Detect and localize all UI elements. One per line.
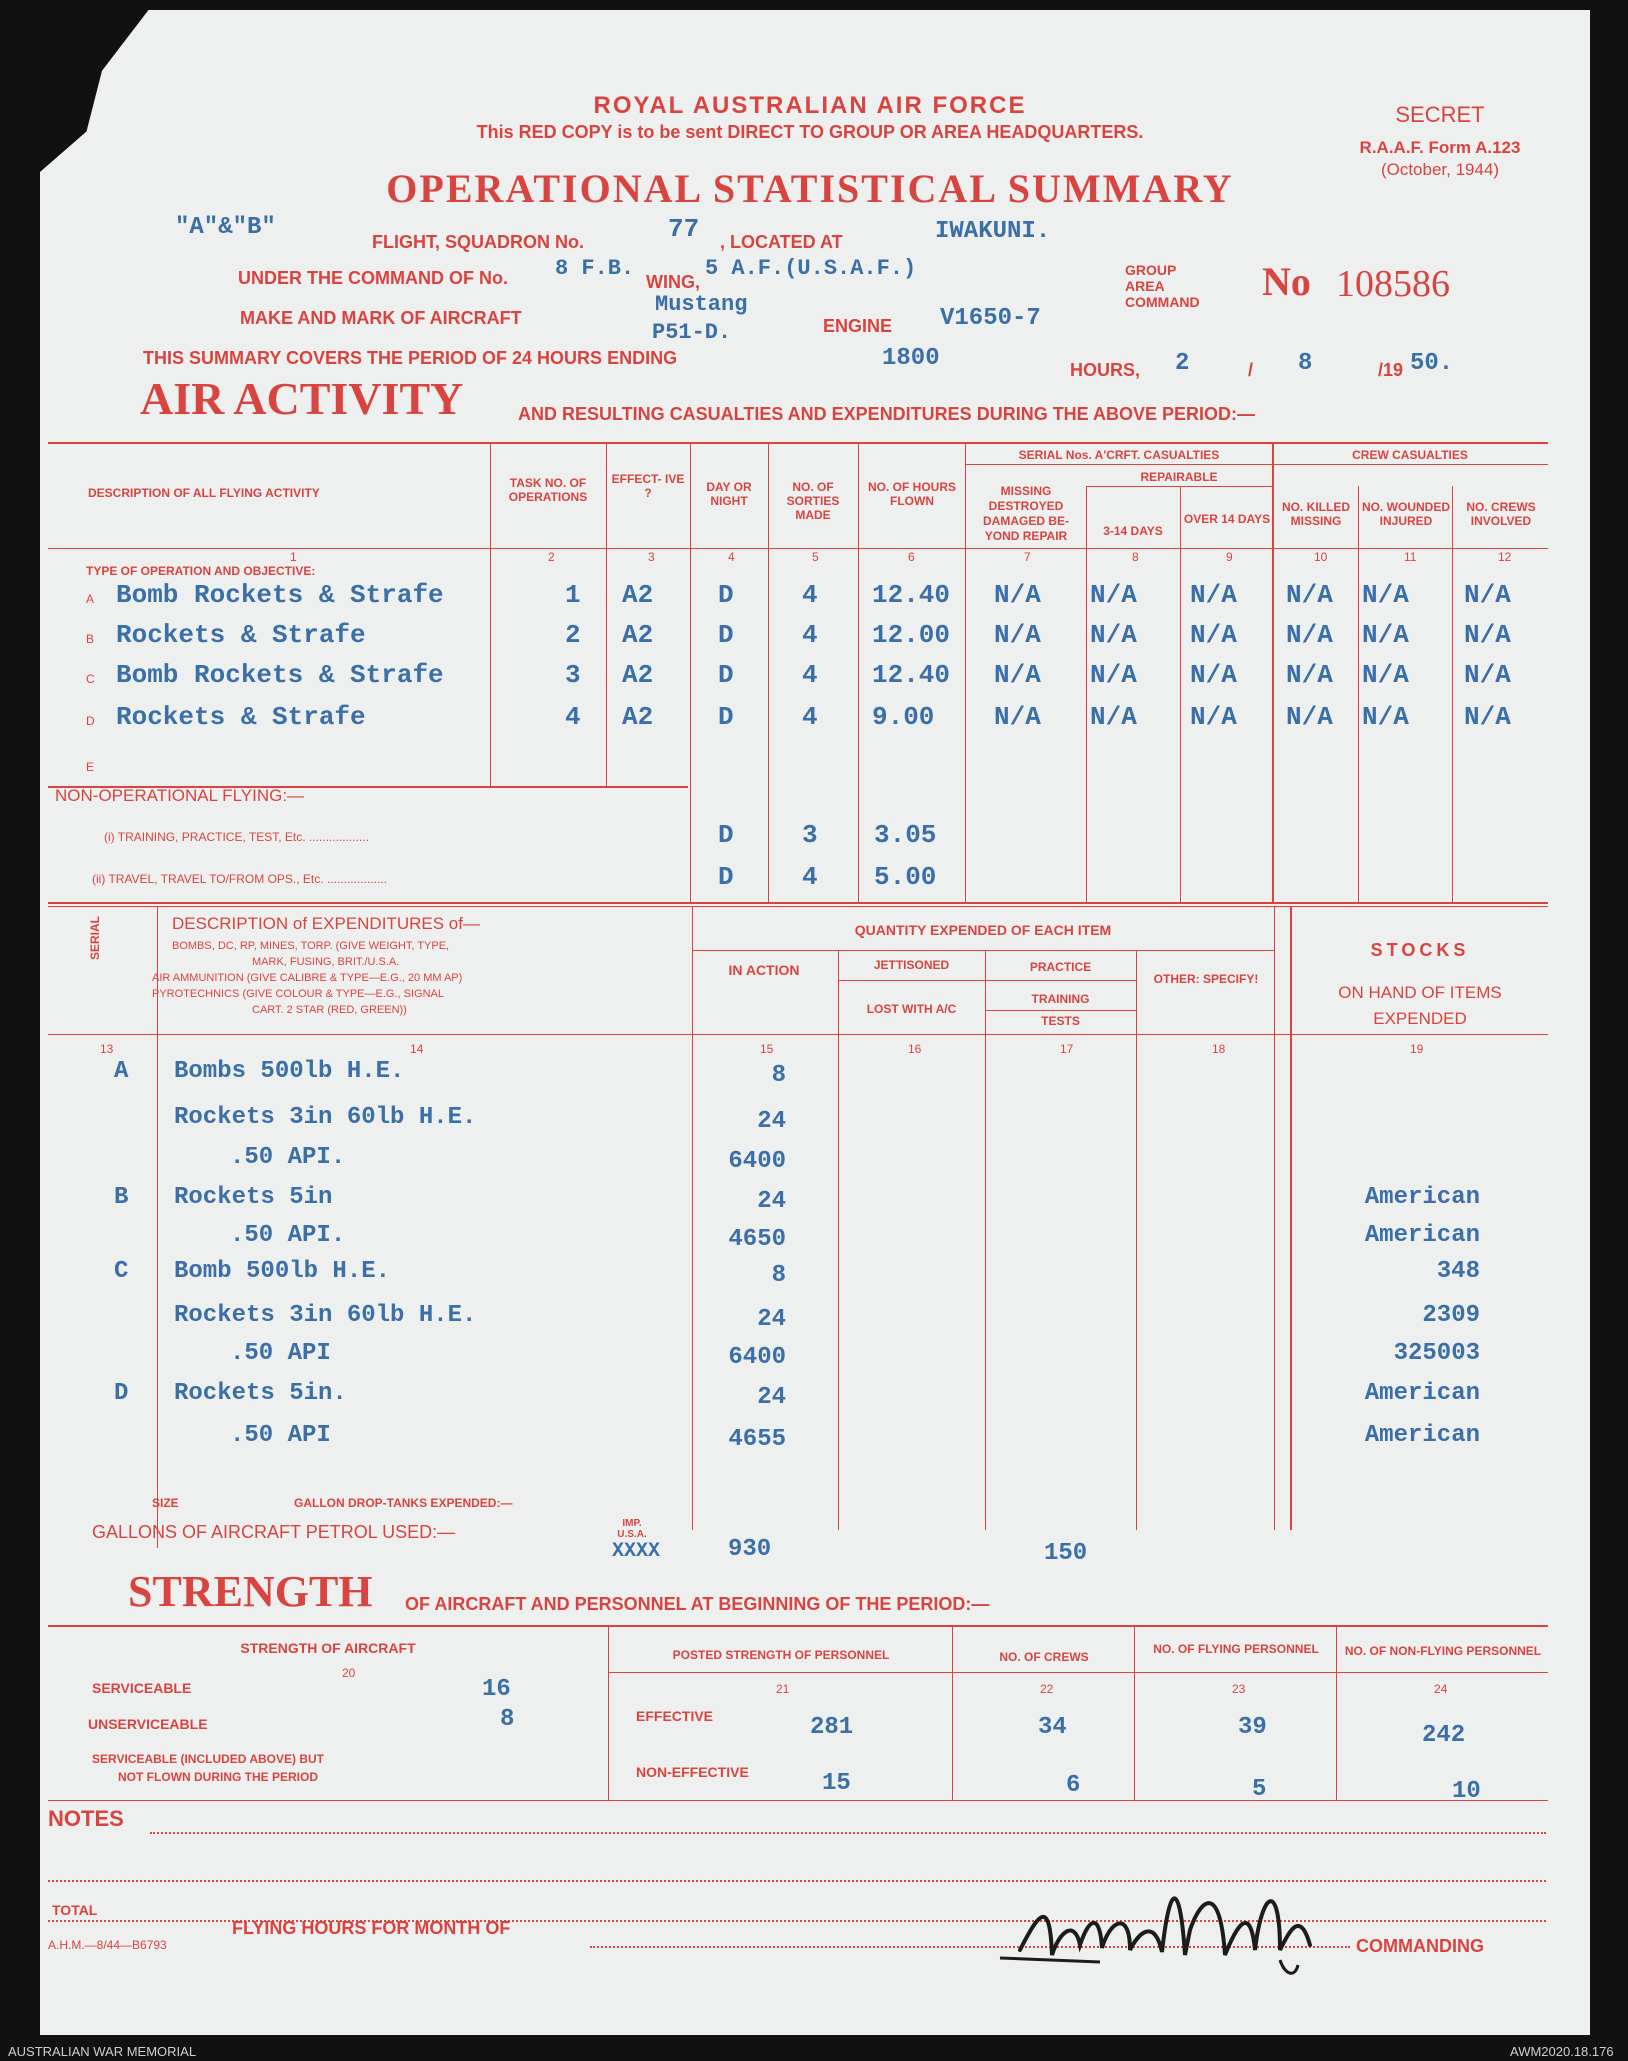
column-number: 19: [1410, 1042, 1424, 1056]
noneffective-value: 15: [822, 1770, 851, 1797]
crews-involved: N/A: [1464, 702, 1511, 732]
expenditure-item: .50 API.: [230, 1144, 346, 1171]
expenditure-item: Rockets 5in.: [174, 1380, 347, 1407]
area-label: AREA: [1125, 278, 1165, 294]
notes-label: NOTES: [48, 1806, 124, 1831]
sorties-made: 4: [802, 580, 818, 610]
located-label: , LOCATED AT: [720, 232, 843, 252]
expenditure-in-action: 24: [757, 1108, 786, 1135]
droptanks-label: GALLON DROP-TANKS EXPENDED:—: [294, 1496, 513, 1510]
nonop-day-night: D: [718, 820, 734, 850]
row-letter: B: [86, 632, 95, 646]
sorties-made: 4: [802, 702, 818, 732]
form-date: (October, 1944): [1380, 160, 1500, 179]
secret-label: SECRET: [1395, 102, 1485, 127]
flight-label: FLIGHT, SQUADRON No.: [372, 232, 584, 252]
expenditure-stock: American: [1364, 1222, 1480, 1249]
wounded-injured: N/A: [1362, 702, 1409, 732]
expenditure-in-action: 4655: [728, 1426, 786, 1453]
strength-subheading: OF AIRCRAFT AND PERSONNEL AT BEGINNING OF THE PERIOD:—: [405, 1594, 990, 1614]
nonop-row-label: (i) TRAINING, PRACTICE, TEST, Etc. ..................: [104, 830, 369, 844]
not-flown-label-2: NOT FLOWN DURING THE PERIOD: [118, 1770, 318, 1784]
day-value: 2: [1175, 350, 1190, 377]
nonop-hours: 3.05: [874, 820, 937, 850]
col-missing-header: MISSING DESTROYED DAMAGED BE- YOND REPAIR: [983, 484, 1069, 543]
expenditure-stock: 348: [1436, 1258, 1480, 1285]
column-number: 23: [1232, 1682, 1246, 1696]
nonflying-effective-value: 242: [1422, 1722, 1466, 1749]
col-killed-header: NO. KILLED MISSING: [1282, 500, 1350, 528]
petrol-practice: 150: [1044, 1540, 1088, 1567]
column-number: 1: [290, 550, 297, 564]
tests-header: TESTS: [1041, 1014, 1080, 1028]
engine-value: V1650-7: [940, 305, 1041, 332]
stocks-header: STOCKS: [1370, 940, 1470, 960]
column-number: 16: [908, 1042, 922, 1056]
expenditure-in-action: 24: [757, 1188, 786, 1215]
aircraft-strength-title: STRENGTH OF AIRCRAFT: [240, 1640, 416, 1656]
killed-missing: N/A: [1286, 580, 1333, 610]
column-number: 4: [728, 550, 735, 564]
year-prefix: /19: [1378, 360, 1404, 380]
operation-description: Bomb Rockets & Strafe: [116, 580, 444, 610]
quantity-expended-title: QUANTITY EXPENDED OF EACH ITEM: [854, 922, 1112, 938]
group-label: GROUP: [1125, 262, 1177, 278]
org-name: ROYAL AUSTRALIAN AIR FORCE: [593, 92, 1027, 119]
operation-description: Rockets & Strafe: [116, 620, 366, 650]
operation-description: Rockets & Strafe: [116, 702, 366, 732]
expenditure-in-action: 6400: [728, 1344, 786, 1371]
col-sorties-header: NO. OF SORTIES MADE: [786, 480, 840, 522]
hours-flown: 12.40: [872, 580, 951, 610]
aircraft-label: MAKE AND MARK OF AIRCRAFT: [240, 308, 522, 328]
effective-code: A2: [622, 702, 654, 732]
hours-label: HOURS,: [1070, 360, 1141, 380]
column-number: 22: [1040, 1682, 1054, 1696]
lost-header: LOST WITH A/C: [866, 1002, 957, 1016]
petrol-in-action: 930: [728, 1536, 772, 1563]
expenditure-desc-line: MARK, FUSING, BRIT./U.S.A.: [252, 956, 400, 968]
effective-code: A2: [622, 620, 654, 650]
nonop-row-label: (ii) TRAVEL, TRAVEL TO/FROM OPS., Etc. ..................: [92, 872, 387, 886]
effective-code: A2: [622, 580, 654, 610]
col-task-header: TASK NO. OF OPERATIONS: [508, 476, 588, 504]
expenditure-item: Rockets 3in 60lb H.E.: [174, 1104, 477, 1131]
expenditure-serial: D: [114, 1380, 129, 1407]
wing-value: 5 A.F.(U.S.A.F.): [705, 256, 917, 281]
column-number: 8: [1132, 550, 1139, 564]
row-letter: E: [86, 760, 95, 774]
print-code: A.H.M.—8/44—B6793: [48, 1938, 167, 1952]
serviceable-value: 16: [482, 1676, 511, 1703]
form-number: R.A.A.F. Form A.123: [1359, 138, 1521, 157]
wounded-injured: N/A: [1362, 660, 1409, 690]
expenditures-desc-title: DESCRIPTION of EXPENDITURES of—: [172, 914, 480, 933]
expenditure-in-action: 8: [771, 1062, 786, 1089]
expenditure-item: .50 API.: [230, 1222, 346, 1249]
column-number: 5: [812, 550, 819, 564]
crews-effective-value: 34: [1038, 1714, 1067, 1741]
serviceable-label: SERVICEABLE: [92, 1680, 192, 1696]
expenditure-item: .50 API: [230, 1422, 331, 1449]
expenditure-desc-line: PYROTECHNICS (GIVE COLOUR & TYPE—E.G., SIGNAL: [152, 988, 444, 1000]
repairable-over-14: N/A: [1190, 660, 1237, 690]
repairable-header: REPAIRABLE: [1140, 470, 1218, 484]
command-label: UNDER THE COMMAND OF No.: [238, 268, 508, 288]
period-label: THIS SUMMARY COVERS THE PERIOD OF 24 HOURS ENDING: [143, 348, 678, 368]
form-title: OPERATIONAL STATISTICAL SUMMARY: [386, 166, 1234, 211]
missing-destroyed: N/A: [994, 580, 1041, 610]
repairable-over-14: N/A: [1190, 620, 1237, 650]
col-desc-header: DESCRIPTION OF ALL FLYING ACTIVITY: [88, 486, 320, 500]
nonflying-personnel-title: NO. OF NON-FLYING PERSONNEL: [1344, 1644, 1542, 1658]
column-number: 3: [648, 550, 655, 564]
engine-label: ENGINE: [823, 316, 893, 336]
col-314-header: 3-14 DAYS: [1103, 524, 1163, 538]
month-value: 8: [1298, 350, 1313, 377]
nonop-hours: 5.00: [874, 862, 937, 892]
crews-title: NO. OF CREWS: [999, 1650, 1089, 1664]
row-letter: C: [86, 672, 95, 686]
expenditure-in-action: 8: [771, 1262, 786, 1289]
flying-noneffective-value: 5: [1252, 1776, 1267, 1803]
expenditure-serial: C: [114, 1258, 129, 1285]
commanding-label: COMMANDING: [1356, 1936, 1484, 1956]
nonop-label: NON-OPERATIONAL FLYING:—: [55, 786, 305, 805]
flying-hours-label: FLYING HOURS FOR MONTH OF: [232, 1918, 511, 1938]
expenditure-desc-line: BOMBS, DC, RP, MINES, TORP. (GIVE WEIGHT, TYPE,: [172, 940, 450, 952]
expenditure-serial: A: [114, 1058, 129, 1085]
column-number: 20: [342, 1666, 356, 1680]
expenditure-in-action: 4650: [728, 1226, 786, 1253]
col-hours-header: NO. OF HOURS FLOWN: [867, 480, 956, 508]
col-effective-header: EFFECT- IVE ?: [611, 472, 685, 500]
repairable-3-14: N/A: [1090, 580, 1137, 610]
day-night: D: [718, 620, 734, 650]
expenditure-item: .50 API: [230, 1340, 331, 1367]
other-header: OTHER: SPECIFY!: [1153, 972, 1259, 986]
effective-label: EFFECTIVE: [636, 1708, 714, 1724]
petrol-units: IMP. U.S.A.: [617, 1518, 647, 1540]
effective-code: A2: [622, 660, 654, 690]
expenditure-stock: American: [1364, 1380, 1480, 1407]
expenditure-in-action: 6400: [728, 1148, 786, 1175]
crews-involved: N/A: [1464, 660, 1511, 690]
air-activity-subheading: AND RESULTING CASUALTIES AND EXPENDITURES DURING THE ABOVE PERIOD:—: [518, 404, 1256, 424]
hours-flown: 12.00: [872, 620, 951, 650]
serial-number-label: No: [1262, 259, 1311, 304]
expenditure-item: Rockets 5in: [174, 1184, 333, 1211]
aircraft-casualties-header: SERIAL Nos. A'CRFT. CASUALTIES: [1018, 448, 1220, 462]
missing-destroyed: N/A: [994, 702, 1041, 732]
training-header: TRAINING: [1031, 992, 1090, 1006]
day-night: D: [718, 660, 734, 690]
killed-missing: N/A: [1286, 702, 1333, 732]
command-area-label: COMMAND: [1125, 294, 1200, 310]
type-of-operation-label: TYPE OF OPERATION AND OBJECTIVE:: [86, 564, 316, 578]
column-number: 12: [1498, 550, 1512, 564]
task-number: 1: [565, 580, 581, 610]
serial-number: 108586: [1336, 263, 1450, 305]
row-letter: D: [86, 714, 95, 728]
expenditure-desc-line: CART. 2 STAR (RED, GREEN)): [252, 1004, 407, 1016]
column-number: 24: [1434, 1682, 1448, 1696]
command-value: 8 F.B.: [555, 256, 635, 281]
located-value: IWAKUNI.: [935, 218, 1051, 245]
archive-credit: AUSTRALIAN WAR MEMORIAL: [8, 2044, 197, 2059]
wounded-injured: N/A: [1362, 580, 1409, 610]
task-number: 3: [565, 660, 581, 690]
expenditure-item: Bomb 500lb H.E.: [174, 1258, 391, 1285]
col-day-header: DAY OR NIGHT: [706, 480, 752, 508]
personnel-strength-title: POSTED STRENGTH OF PERSONNEL: [672, 1648, 890, 1662]
flying-effective-value: 39: [1238, 1714, 1267, 1741]
stocks-subheader: ON HAND OF ITEMS EXPENDED: [1338, 983, 1502, 1028]
in-action-header: IN ACTION: [728, 962, 800, 978]
sorties-made: 4: [802, 620, 818, 650]
nonop-sorties: 3: [802, 820, 818, 850]
killed-missing: N/A: [1286, 660, 1333, 690]
expenditure-item: Bombs 500lb H.E.: [174, 1058, 405, 1085]
col-over14-header: OVER 14 DAYS: [1183, 512, 1271, 526]
expenditure-in-action: 24: [757, 1306, 786, 1333]
expenditure-stock: 2309: [1422, 1302, 1480, 1329]
sorties-made: 4: [802, 660, 818, 690]
strength-heading: STRENGTH: [128, 1567, 373, 1616]
column-number: 17: [1060, 1042, 1074, 1056]
petrol-struck: XXXX: [612, 1540, 661, 1563]
jettisoned-header: JETTISONED: [873, 958, 950, 972]
total-label: TOTAL: [52, 1902, 98, 1918]
repairable-over-14: N/A: [1190, 580, 1237, 610]
repairable-3-14: N/A: [1090, 620, 1137, 650]
unserviceable-label: UNSERVICEABLE: [88, 1716, 208, 1732]
column-number: 2: [548, 550, 555, 564]
nonop-sorties: 4: [802, 862, 818, 892]
aircraft-mark: P51-D.: [652, 320, 732, 345]
nonop-day-night: D: [718, 862, 734, 892]
column-number: 10: [1314, 550, 1328, 564]
flying-personnel-title: NO. OF FLYING PERSONNEL: [1153, 1642, 1319, 1656]
wounded-injured: N/A: [1362, 620, 1409, 650]
row-letter: A: [86, 592, 95, 606]
hours-flown: 9.00: [872, 702, 935, 732]
size-label: SIZE: [152, 1496, 179, 1510]
repairable-3-14: N/A: [1090, 660, 1137, 690]
aircraft-make: Mustang: [655, 292, 748, 317]
expenditure-stock: 325003: [1393, 1340, 1480, 1367]
petrol-label: GALLONS OF AIRCRAFT PETROL USED:—: [92, 1522, 456, 1542]
column-number: 15: [760, 1042, 774, 1056]
operation-description: Bomb Rockets & Strafe: [116, 660, 444, 690]
expenditure-in-action: 24: [757, 1384, 786, 1411]
not-flown-label-1: SERVICEABLE (INCLUDED ABOVE) BUT: [92, 1752, 325, 1766]
nonflying-noneffective-value: 10: [1452, 1778, 1481, 1805]
col-wounded-header: NO. WOUNDED INJURED: [1362, 500, 1450, 528]
repairable-over-14: N/A: [1190, 702, 1237, 732]
hours-flown: 12.40: [872, 660, 951, 690]
missing-destroyed: N/A: [994, 620, 1041, 650]
crew-casualties-header: CREW CASUALTIES: [1352, 448, 1468, 462]
unserviceable-value: 8: [500, 1706, 515, 1733]
effective-value: 281: [810, 1714, 854, 1741]
column-number: 9: [1226, 550, 1233, 564]
expenditure-serial: B: [114, 1184, 129, 1211]
day-night: D: [718, 702, 734, 732]
column-number: 14: [410, 1042, 424, 1056]
air-activity-heading: AIR ACTIVITY: [140, 373, 464, 424]
expenditure-stock: American: [1364, 1184, 1480, 1211]
expenditure-desc-line: AIR AMMUNITION (GIVE CALIBRE & TYPE—E.G., 20 MM AP): [152, 972, 463, 984]
year-value: 50.: [1410, 350, 1454, 377]
repairable-3-14: N/A: [1090, 702, 1137, 732]
expenditure-stock: American: [1364, 1422, 1480, 1449]
column-number: 18: [1212, 1042, 1226, 1056]
crews-noneffective-value: 6: [1066, 1772, 1081, 1799]
commanding-officer-signature: [980, 1860, 1350, 1980]
copy-note: This RED COPY is to be sent DIRECT TO GROUP OR AREA HEADQUARTERS.: [476, 122, 1144, 142]
squadron-value: 77: [668, 214, 700, 244]
task-number: 2: [565, 620, 581, 650]
col-crews-header: NO. CREWS INVOLVED: [1466, 500, 1536, 528]
noneffective-label: NON-EFFECTIVE: [636, 1764, 749, 1780]
serial-col-header: SERIAL: [88, 915, 102, 960]
column-number: 13: [100, 1042, 114, 1056]
archive-id: AWM2020.18.176: [1510, 2044, 1614, 2059]
crews-involved: N/A: [1464, 580, 1511, 610]
killed-missing: N/A: [1286, 620, 1333, 650]
column-number: 21: [776, 1682, 790, 1696]
day-night: D: [718, 580, 734, 610]
task-number: 4: [565, 702, 581, 732]
column-number: 7: [1024, 550, 1031, 564]
column-number: 6: [908, 550, 915, 564]
expenditure-item: Rockets 3in 60lb H.E.: [174, 1302, 477, 1329]
hours-value: 1800: [882, 345, 940, 372]
column-number: 11: [1404, 550, 1417, 564]
practice-header: PRACTICE: [1029, 960, 1092, 974]
missing-destroyed: N/A: [994, 660, 1041, 690]
flight-value: "A"&"B": [175, 214, 276, 241]
crews-involved: N/A: [1464, 620, 1511, 650]
wing-label: WING,: [646, 272, 700, 292]
